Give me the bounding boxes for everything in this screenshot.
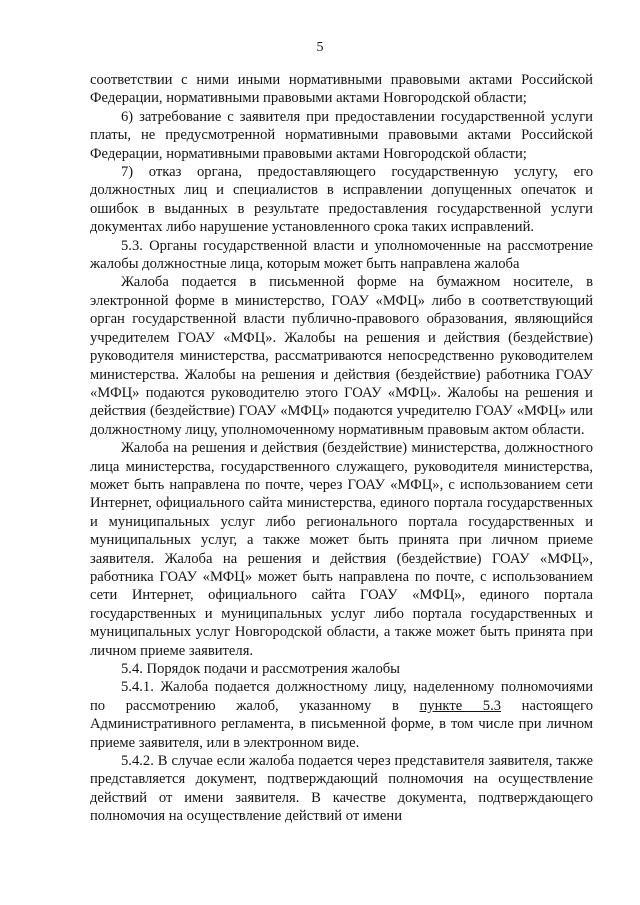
- section-heading-5-3: 5.3. Органы государственной власти и уполномоченные на рассмотрение жалобы должностные лица, которым может быть направлена жалоба: [90, 237, 593, 273]
- paragraph-5-4-1-after: настоящего Административного регламента, в письменной форме, в том числе при личном приеме заявителя, или в электронном виде.: [90, 697, 593, 751]
- paragraph-5-4-1: [90, 678, 593, 752]
- section-heading-5-4: 5.4. Порядок подачи и рассмотрения жалобы: [121, 661, 400, 677]
- paragraph-continuation: соответствии с ними иными нормативными правовыми актами Российской Федерации, нормативными правовыми актами Новгородской области;: [90, 72, 593, 107]
- document-body: [90, 71, 593, 826]
- link-punkt-5-3[interactable]: пункте 5.3: [419, 697, 502, 714]
- paragraph-complaint-form: Жалоба подается в письменной форме на бумажном носителе, в электронной форме в министерство, ГОАУ «МФЦ» либо в соответствующий орган государственной власти публично-правового образования, являющийся учредителем ГОАУ «МФЦ». Жалобы на решения и действия (бездействие) руководителя министерства, рассматриваются непосредственно руководителем министерства. Жалобы на решения и действия (бездействие) работника ГОАУ «МФЦ» подаются руководителю этого ГОАУ «МФЦ». Жалобы на решения и действия (бездействие) ГОАУ «МФЦ» подаются учредителю ГОАУ «МФЦ» или должностному лицу, уполномоченному нормативным правовым актом области.: [90, 274, 593, 438]
- paragraph-item-7: 7) отказ органа, предоставляющего государственную услугу, его должностных лиц и специалистов в исправлении допущенных опечаток и ошибок в выданных в результате предоставления государственной услуги документах либо нарушение установленного срока таких исправлений.: [90, 164, 593, 236]
- page-number: 5: [316, 40, 324, 55]
- paragraph-item-6: 6) затребование с заявителя при предоставлении государственной услуги платы, не предусмотренной нормативными правовыми актами Российской Федерации, нормативными правовыми актами Новгородской области;: [90, 108, 593, 162]
- paragraph-5-4-1-before: 5.4.1. Жалоба подается должностному лицу, наделенному полномочиями по рассмотрению жалоб, указанному в: [90, 679, 593, 714]
- paragraph-complaint-channels: Жалоба на решения и действия (бездействие) министерства, должностного лица министерства, государственного служащего, руководителя министерства, может быть направлена по почте, через ГОАУ «МФЦ», с использованием сети Интернет, официального сайта министерства, единого портала государственных и муниципальных услуг либо регионального портала государственных и муниципальных услуг, а также может быть принята при личном приеме заявителя. Жалоба на решения и действия (бездействие) ГОАУ «МФЦ», работника ГОАУ «МФЦ» может быть направлена по почте, с использованием сети Интернет, официального сайта ГОАУ «МФЦ», единого портала государственных и муниципальных услуг либо портала государственных и муниципальных услуг Новгородской области, а также может быть принята при личном приеме заявителя.: [90, 440, 593, 659]
- paragraph-5-4-2: 5.4.2. В случае если жалоба подается через представителя заявителя, также представляется документ, подтверждающий полномочия на осуществление действий от имени заявителя. В качестве документа, подтверждающего полномочия на осуществление действий от имени: [90, 753, 593, 825]
